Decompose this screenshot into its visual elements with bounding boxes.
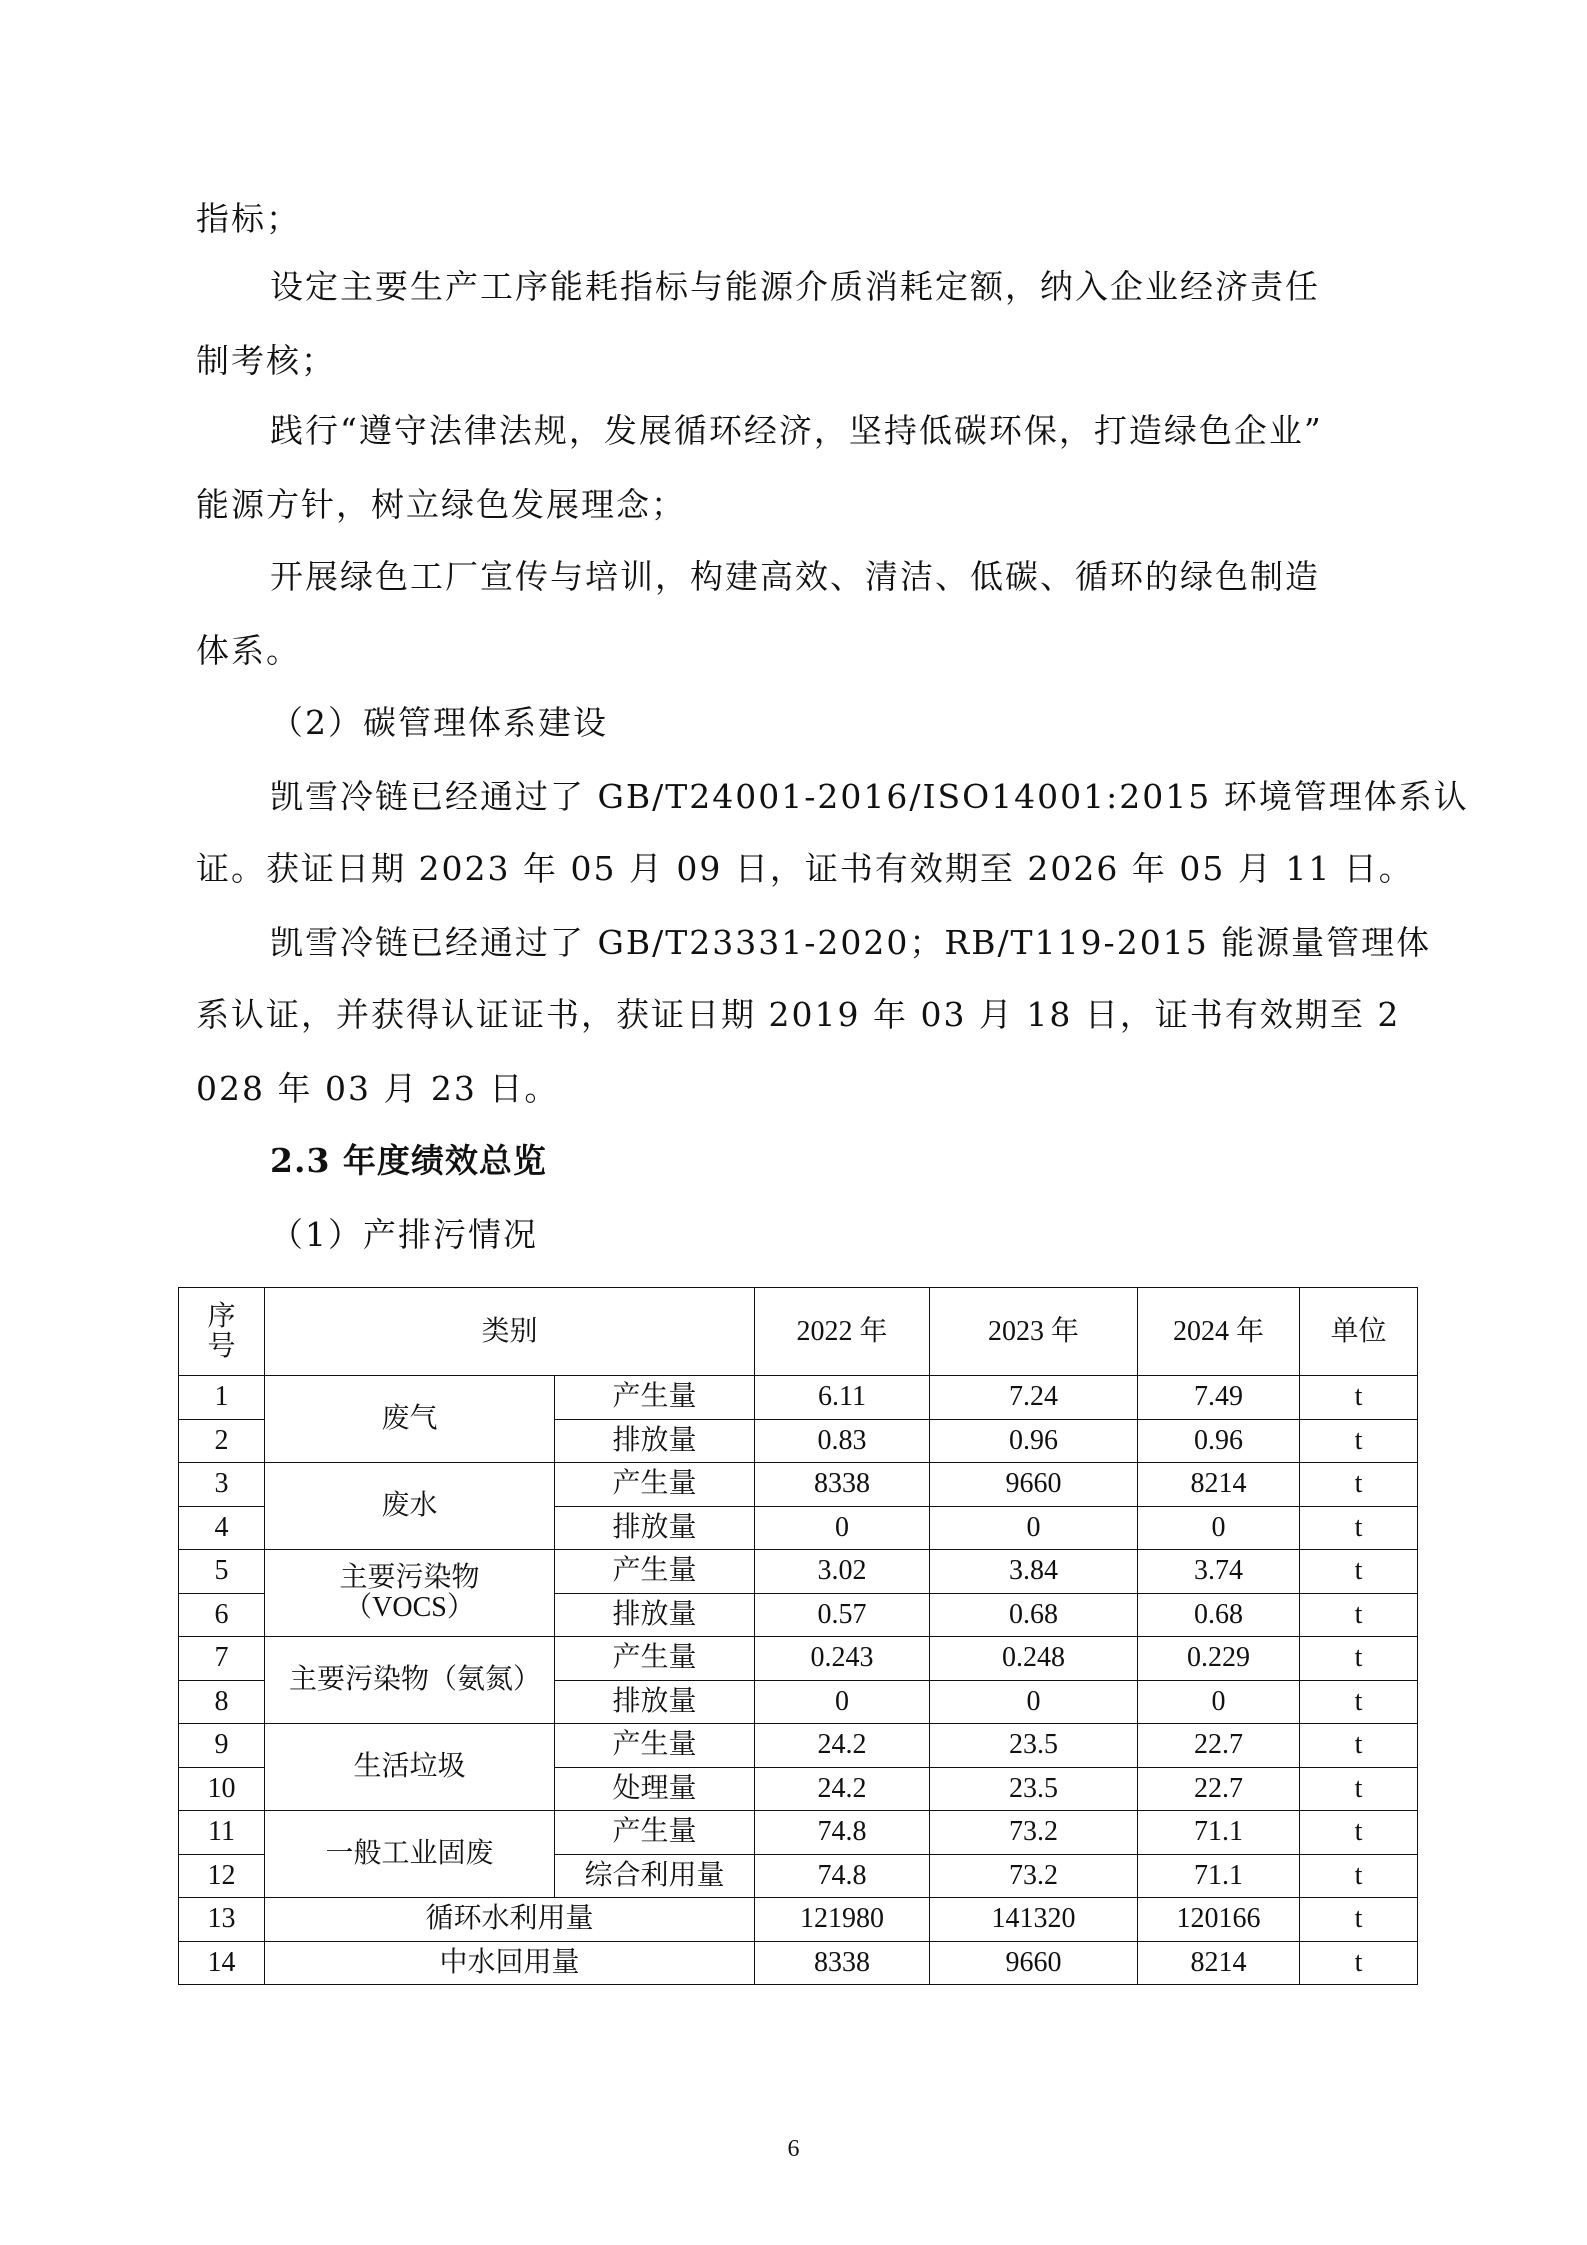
- paragraph-line-4: 践行“遵守法律法规，发展循环经济，坚持低碳环保，打造绿色企业”: [270, 411, 1323, 450]
- cell-2023: 73.2: [930, 1854, 1138, 1898]
- cell-2022: 74.8: [755, 1811, 930, 1855]
- table-row: [179, 1811, 1418, 1855]
- table-caption: （1）产排污情况: [270, 1215, 538, 1254]
- paragraph-line-12: 系认证，并获得认证证书，获证日期 2019 年 03 月 18 日，证书有效期至 2: [196, 995, 1401, 1034]
- cell-2024: 8214: [1138, 1463, 1300, 1507]
- cell-2023: 23.5: [930, 1724, 1138, 1768]
- pollution-table: [178, 1287, 1418, 1985]
- cell-2022: 6.11: [755, 1376, 930, 1420]
- cell-2023: 9660: [930, 1941, 1138, 1985]
- cell-seq: 14: [179, 1941, 265, 1985]
- header-category: 类别: [265, 1288, 755, 1376]
- cell-2023: 0.96: [930, 1419, 1138, 1463]
- cell-item: 产生量: [555, 1811, 755, 1855]
- group-vocs: 主要污染物（VOCS）: [265, 1550, 555, 1637]
- cell-2022: 8338: [755, 1463, 930, 1507]
- paragraph-line-7: 体系。: [196, 631, 301, 670]
- table-row: [179, 1941, 1418, 1985]
- cell-unit: t: [1300, 1376, 1418, 1420]
- cell-seq: 12: [179, 1854, 265, 1898]
- cell-seq: 3: [179, 1463, 265, 1507]
- subsection-title-carbon: （2）碳管理体系建设: [270, 703, 608, 742]
- cell-seq: 10: [179, 1767, 265, 1811]
- cell-2022: 0.57: [755, 1593, 930, 1637]
- cell-unit: t: [1300, 1724, 1418, 1768]
- group-ammonia-nitrogen: 主要污染物（氨氮）: [265, 1637, 555, 1724]
- cell-2024: 22.7: [1138, 1724, 1300, 1768]
- cell-unit: t: [1300, 1506, 1418, 1550]
- cell-seq: 5: [179, 1550, 265, 1594]
- cell-2024: 7.49: [1138, 1376, 1300, 1420]
- paragraph-line-2: 设定主要生产工序能耗指标与能源介质消耗定额，纳入企业经济责任: [270, 267, 1320, 306]
- header-2024: 2024 年: [1138, 1288, 1300, 1376]
- cell-2024: 3.74: [1138, 1550, 1300, 1594]
- group-waste-gas: 废气: [265, 1376, 555, 1463]
- table-row: [179, 1637, 1418, 1681]
- cell-unit: t: [1300, 1593, 1418, 1637]
- cell-seq: 9: [179, 1724, 265, 1768]
- cell-2024: 0: [1138, 1506, 1300, 1550]
- cell-2024: 22.7: [1138, 1767, 1300, 1811]
- cell-item: 产生量: [555, 1376, 755, 1420]
- cell-seq: 4: [179, 1506, 265, 1550]
- cell-item: 产生量: [555, 1637, 755, 1681]
- cell-2023: 9660: [930, 1463, 1138, 1507]
- group-industrial-solid-waste: 一般工业固废: [265, 1811, 555, 1898]
- cell-2024: 0: [1138, 1680, 1300, 1724]
- group-circulating-water: 循环水利用量: [265, 1898, 755, 1942]
- group-waste-water: 废水: [265, 1463, 555, 1550]
- cell-unit: t: [1300, 1419, 1418, 1463]
- cell-seq: 2: [179, 1419, 265, 1463]
- cell-item: 排放量: [555, 1680, 755, 1724]
- cell-2022: 24.2: [755, 1767, 930, 1811]
- group-domestic-garbage: 生活垃圾: [265, 1724, 555, 1811]
- cell-unit: t: [1300, 1854, 1418, 1898]
- cell-unit: t: [1300, 1680, 1418, 1724]
- paragraph-line-9: 凯雪冷链已经通过了 GB/T24001-2016/ISO14001:2015 环境管理体系认: [270, 777, 1469, 816]
- cell-item: 产生量: [555, 1550, 755, 1594]
- cell-2022: 0: [755, 1680, 930, 1724]
- cell-seq: 11: [179, 1811, 265, 1855]
- cell-seq: 13: [179, 1898, 265, 1942]
- cell-2022: 121980: [755, 1898, 930, 1942]
- cell-2023: 141320: [930, 1898, 1138, 1942]
- cell-2024: 71.1: [1138, 1854, 1300, 1898]
- cell-2024: 0.229: [1138, 1637, 1300, 1681]
- paragraph-line-3: 制考核；: [196, 341, 336, 380]
- cell-item: 排放量: [555, 1506, 755, 1550]
- cell-unit: t: [1300, 1811, 1418, 1855]
- cell-unit: t: [1300, 1550, 1418, 1594]
- cell-2022: 24.2: [755, 1724, 930, 1768]
- table-row: [179, 1724, 1418, 1768]
- cell-2023: 3.84: [930, 1550, 1138, 1594]
- cell-2024: 120166: [1138, 1898, 1300, 1942]
- cell-unit: t: [1300, 1941, 1418, 1985]
- header-seq: 序号: [179, 1288, 265, 1376]
- cell-2023: 23.5: [930, 1767, 1138, 1811]
- table-row: [179, 1898, 1418, 1942]
- table-row: [179, 1463, 1418, 1507]
- cell-item: 产生量: [555, 1724, 755, 1768]
- cell-2022: 0.243: [755, 1637, 930, 1681]
- cell-2022: 74.8: [755, 1854, 930, 1898]
- cell-2024: 8214: [1138, 1941, 1300, 1985]
- paragraph-line-13: 028 年 03 月 23 日。: [196, 1069, 560, 1108]
- page-number: 6: [787, 2136, 800, 2162]
- cell-unit: t: [1300, 1463, 1418, 1507]
- paragraph-line-10: 证。获证日期 2023 年 05 月 09 日，证书有效期至 2026 年 05 月 11 日。: [196, 849, 1414, 888]
- cell-2023: 0: [930, 1506, 1138, 1550]
- cell-item: 排放量: [555, 1419, 755, 1463]
- header-unit: 单位: [1300, 1288, 1418, 1376]
- cell-2022: 8338: [755, 1941, 930, 1985]
- cell-2022: 0: [755, 1506, 930, 1550]
- cell-2024: 0.68: [1138, 1593, 1300, 1637]
- table-row: [179, 1376, 1418, 1420]
- cell-2023: 0.68: [930, 1593, 1138, 1637]
- cell-seq: 6: [179, 1593, 265, 1637]
- cell-2023: 73.2: [930, 1811, 1138, 1855]
- cell-2024: 71.1: [1138, 1811, 1300, 1855]
- cell-2024: 0.96: [1138, 1419, 1300, 1463]
- paragraph-line-11: 凯雪冷链已经通过了 GB/T23331-2020；RB/T119-2015 能源量管理体: [270, 923, 1432, 962]
- section-heading: 2.3 年度绩效总览: [270, 1141, 547, 1180]
- header-2023: 2023 年: [930, 1288, 1138, 1376]
- header-2022: 2022 年: [755, 1288, 930, 1376]
- cell-2023: 7.24: [930, 1376, 1138, 1420]
- paragraph-line-1: 指标；: [196, 199, 301, 238]
- cell-item: 产生量: [555, 1463, 755, 1507]
- cell-unit: t: [1300, 1637, 1418, 1681]
- cell-item: 处理量: [555, 1767, 755, 1811]
- cell-2022: 3.02: [755, 1550, 930, 1594]
- paragraph-line-6: 开展绿色工厂宣传与培训，构建高效、清洁、低碳、循环的绿色制造: [270, 557, 1320, 596]
- cell-item: 排放量: [555, 1593, 755, 1637]
- cell-seq: 7: [179, 1637, 265, 1681]
- cell-2023: 0: [930, 1680, 1138, 1724]
- cell-item: 综合利用量: [555, 1854, 755, 1898]
- cell-2022: 0.83: [755, 1419, 930, 1463]
- table-row: [179, 1550, 1418, 1594]
- paragraph-line-5: 能源方针，树立绿色发展理念；: [196, 485, 686, 524]
- cell-2023: 0.248: [930, 1637, 1138, 1681]
- cell-seq: 8: [179, 1680, 265, 1724]
- cell-unit: t: [1300, 1898, 1418, 1942]
- group-reclaimed-water: 中水回用量: [265, 1941, 755, 1985]
- table-header-row: [179, 1288, 1418, 1376]
- cell-unit: t: [1300, 1767, 1418, 1811]
- cell-seq: 1: [179, 1376, 265, 1420]
